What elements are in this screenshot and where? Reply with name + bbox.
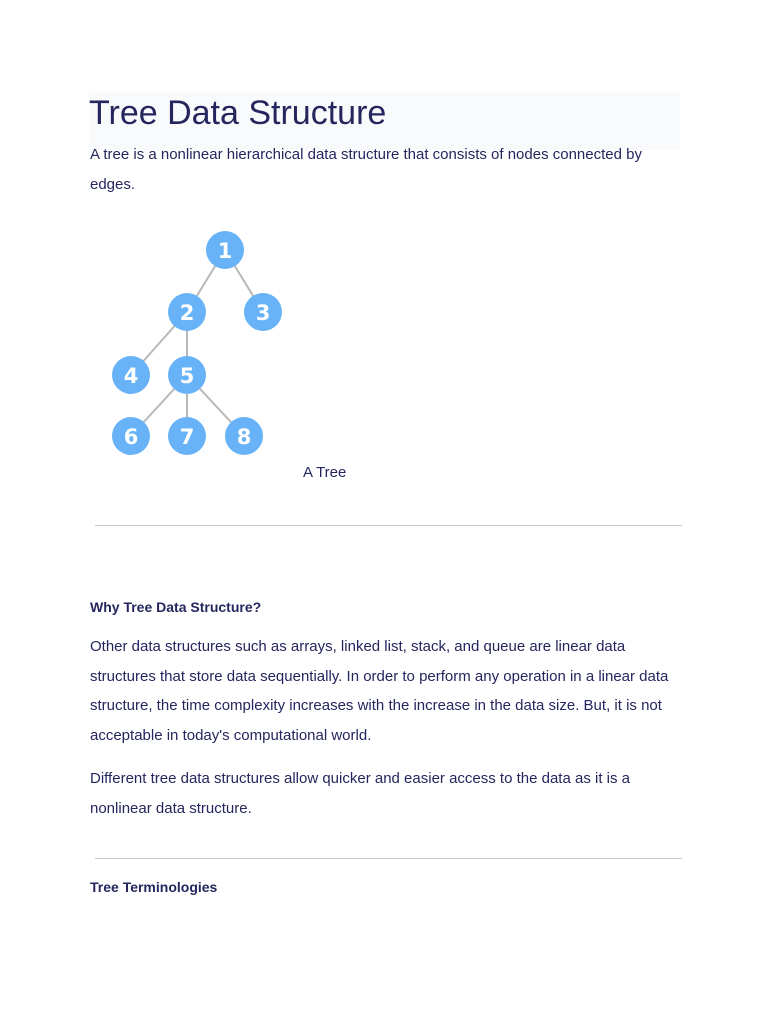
why-paragraph-1: Other data structures such as arrays, linked list, stack, and queue are linear data structures that store data sequentially. In order to perform any operation in a linear data structure, the time complexity increases with the increase in the data size. But, it is not acceptable in today's computational world. — [90, 638, 669, 744]
tree-node-4 — [112, 356, 150, 394]
why-paragraph-2: Different tree data structures allow quicker and easier access to the data as it is a nonlinear data structure. — [90, 770, 630, 817]
tree-node-label: 4 — [123, 364, 139, 388]
tree-diagram — [100, 222, 290, 467]
tree-node-8 — [225, 417, 263, 455]
tree-node-label: 7 — [179, 425, 195, 449]
intro-paragraph: A tree is a nonlinear hierarchical data structure that consists of nodes connected by edges. — [90, 146, 642, 193]
why-heading: Why Tree Data Structure? — [90, 599, 262, 615]
tree-nodes — [112, 231, 282, 455]
terminology-heading: Tree Terminologies — [90, 879, 218, 895]
tree-edges — [131, 250, 263, 436]
figure-caption: A Tree — [303, 464, 347, 481]
tree-node-label: 6 — [123, 425, 139, 449]
tree-node-2 — [168, 293, 206, 331]
tree-node-label: 1 — [217, 239, 233, 263]
tree-node-label: 8 — [236, 425, 252, 449]
tree-node-5 — [168, 356, 206, 394]
tree-node-label: 3 — [255, 301, 271, 325]
section-divider — [95, 525, 682, 526]
section-divider — [95, 858, 682, 859]
tree-node-6 — [112, 417, 150, 455]
tree-node-7 — [168, 417, 206, 455]
tree-node-label: 2 — [179, 301, 195, 325]
tree-node-1 — [206, 231, 244, 269]
page-title: Tree Data Structure — [89, 94, 387, 132]
tree-figure — [100, 222, 290, 467]
tree-node-3 — [244, 293, 282, 331]
tree-node-label: 5 — [179, 364, 195, 388]
